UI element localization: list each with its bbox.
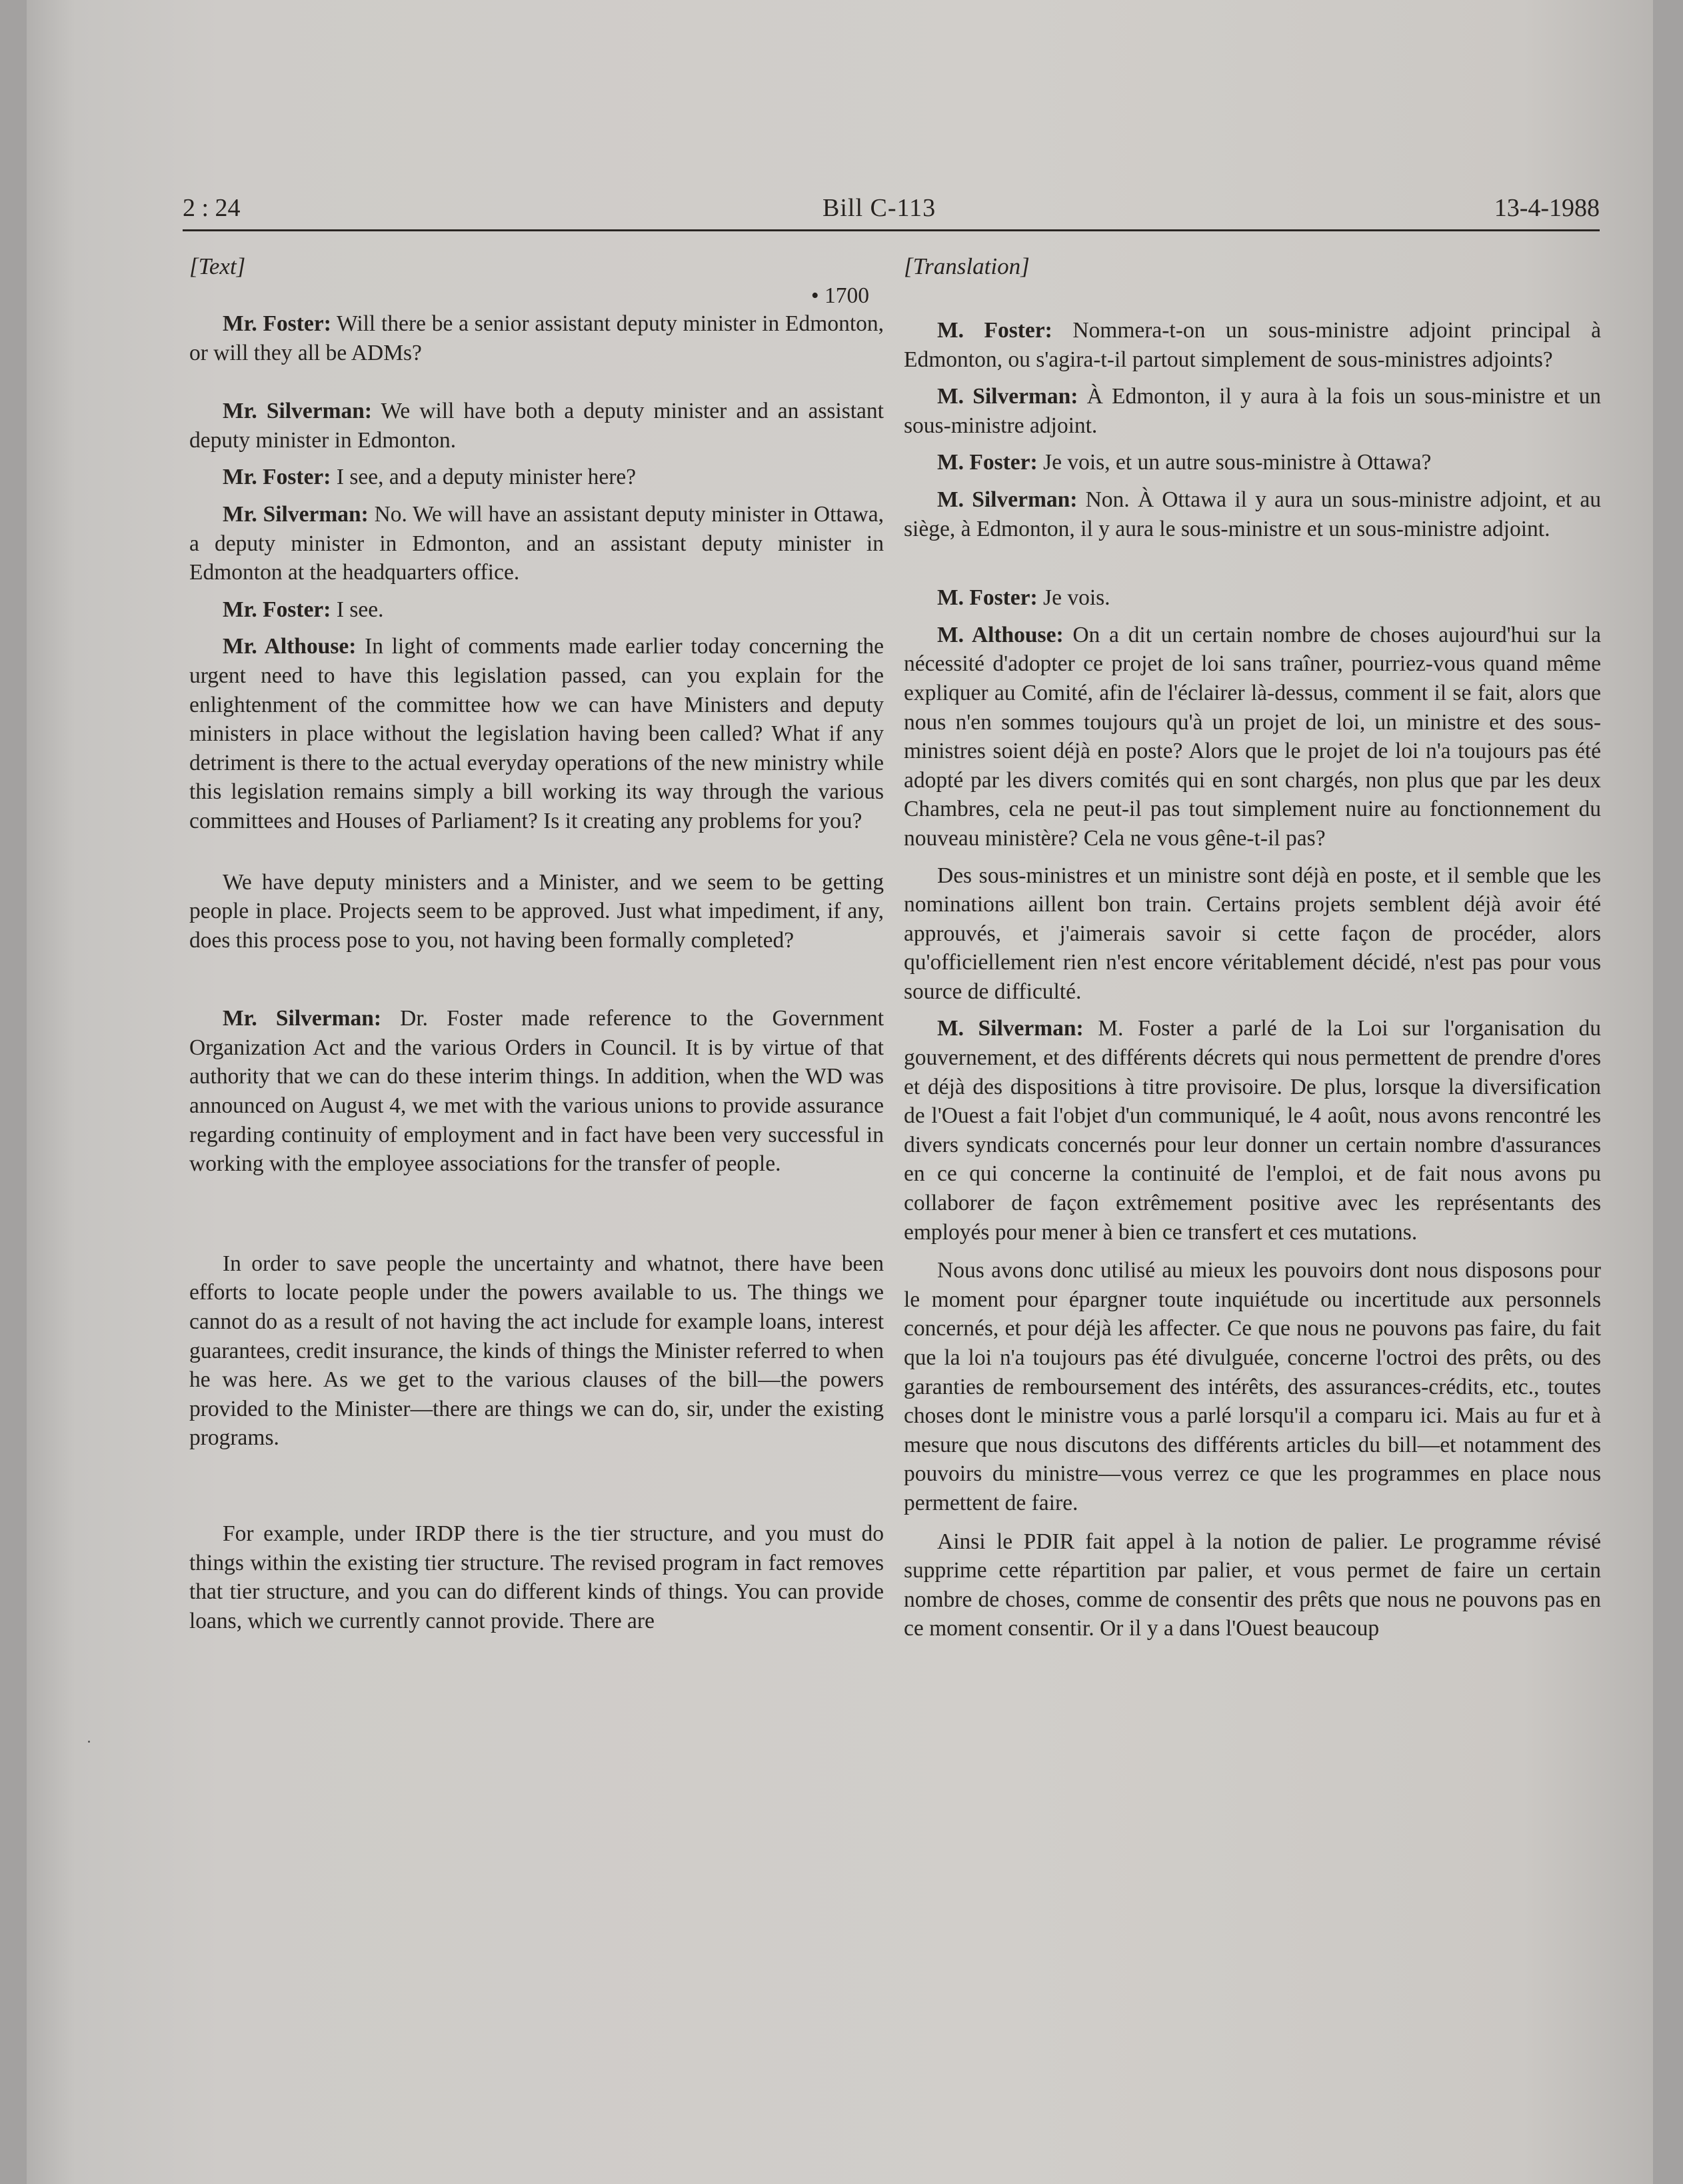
paragraph-text: Nommera-t-on un sous-ministre adjoint principal à Edmonton, ou s'agira-t-il partout simplement de sous-ministres adjoints? bbox=[904, 318, 1601, 372]
bill-title: Bill C-113 bbox=[823, 194, 936, 222]
speaker: Mr. Silverman: bbox=[223, 1006, 382, 1031]
paragraph bbox=[904, 485, 1601, 543]
paragraph-text: On a dit un certain nombre de choses aujourd'hui sur la nécessité d'adopter ce projet de loi sans traîner, pourriez-vous quand même expliquer au Comité, afin de l'éclairer là-dessus, comment il se fait, alors que nous n'en sommes toujours qu'à un projet de loi, un ministre et des sous-ministres soient déjà en poste? Alors que le projet de loi n'a toujours pas été adopté par les divers comités qui en sont chargés, non plus que par les deux Chambres, cela ne peut-il pas tout simplement nuire au fonctionnement du nouveau ministère? Cela ne vous gêne-t-il pas? bbox=[904, 622, 1601, 851]
paragraph-text: In light of comments made earlier today concerning the urgent need to have this legislation passed, can you explain for the enlightenment of the committee how we can have Ministers and deputy ministers in place without the legislation having been called? What if any detriment is there to the actual everyday operations of the new ministry while this legislation remains simply a bill working its way through the various committees and Houses of Parliament? Is it creating any problems for you? bbox=[189, 634, 884, 833]
paragraph bbox=[904, 861, 1601, 1007]
paragraph bbox=[904, 382, 1601, 440]
speaker: M. Silverman: bbox=[937, 1016, 1084, 1041]
speaker: Mr. Foster: bbox=[223, 597, 331, 622]
paragraph bbox=[189, 1519, 884, 1635]
paragraph-text: Non. À Ottawa il y aura un sous-ministre adjoint, et au siège, à Edmonton, il y aura le sous-ministre et un sous-ministre adjoint. bbox=[904, 487, 1601, 541]
speaker: M. Silverman: bbox=[937, 384, 1078, 409]
paragraph-text: Je vois. bbox=[1037, 585, 1110, 611]
paragraph-text: Dr. Foster made reference to the Government Organization Act and the various Orders in Council. It is by virtue of that authority that we can do these interim things. In addition, when the WD was announced on August 4, we met with the various unions to provide assurance regarding continuity of employment and in fact have been very successful in working with the employee associations for the transfer of people. bbox=[189, 1006, 884, 1177]
paragraph bbox=[189, 463, 884, 492]
speaker: Mr. Althouse: bbox=[223, 634, 357, 659]
paragraph bbox=[189, 595, 884, 625]
paragraph bbox=[904, 1527, 1601, 1643]
paragraph-text: In order to save people the uncertainty and whatnot, there have been efforts to locate people under the powers available to us. The things we cannot do as a result of not having the act include for example loans, interest guarantees, credit insurance, the kinds of things the Minister referred to when he was here. As we get to the various clauses of the bill—the powers provided to the Minister—there are things we can do, sir, under the existing programs. bbox=[189, 1251, 884, 1451]
paragraph bbox=[904, 448, 1601, 477]
paragraph-text: Nous avons donc utilisé au mieux les pouvoirs dont nous disposons pour le moment pour épargner toute inquiétude ou incertitude aux personnels concernés, et pour déjà les affecter. Ce que nous ne pouvons pas faire, du fait que la loi n'a toujours pas été divulguée, concerne l'octroi des prêts, ou des garanties de remboursement des intérêts, des assurances-crédits, etc., toutes choses dont le ministre vous a parlé lorsqu'il a comparu ici. Mais au fur et à mesure que nous discutons des différents articles du bill—et notamment des pouvoirs du ministre—vous verrez ce que les programmes en place nous permettent de faire. bbox=[904, 1258, 1601, 1515]
margin-speck bbox=[88, 1741, 90, 1743]
time-marker: • 1700 bbox=[811, 283, 869, 308]
translation-tag: [Translation] bbox=[904, 253, 1030, 279]
paragraph-text: Ainsi le PDIR fait appel à la notion de palier. Le programme révisé supprime cette répartition par palier, et vous permet de faire un certain nombre de choses, comme de consentir des prêts que nous ne pouvons pas en ce moment consentir. Or il y a dans l'Ouest beaucoup bbox=[904, 1529, 1601, 1641]
french-column bbox=[904, 252, 1601, 1643]
paragraph-text: We have deputy ministers and a Minister, and we seem to be getting people in place. Projects seem to be approved. Just what impediment, if any, does this process pose to you, not having been formally completed? bbox=[189, 869, 884, 953]
paragraph bbox=[904, 583, 1601, 613]
page-header bbox=[183, 188, 1600, 229]
paragraph-text: Des sous-ministres et un ministre sont déjà en poste, et il semble que les nominations aillent bon train. Certains projets semblent déjà avoir été approuvés, et j'aimerais savoir si cette façon de procéder, alors qu'officiellement rien n'est encore véritablement décidé, n'est pas pour vous source de difficulté. bbox=[904, 863, 1601, 1004]
paragraph-text: À Edmonton, il y aura à la fois un sous-ministre et un sous-ministre adjoint. bbox=[904, 384, 1602, 438]
speaker: M. Silverman: bbox=[937, 487, 1078, 512]
text-tag: [Text] bbox=[189, 253, 246, 279]
paragraph bbox=[189, 1249, 884, 1453]
header-rule bbox=[183, 229, 1600, 231]
paragraph bbox=[189, 868, 884, 955]
speaker: M. Althouse: bbox=[937, 622, 1064, 647]
speaker: M. Foster: bbox=[937, 318, 1052, 343]
paragraph-text: I see, and a deputy minister here? bbox=[331, 465, 637, 490]
paragraph bbox=[189, 397, 884, 455]
paragraph bbox=[904, 621, 1601, 853]
speaker: Mr. Silverman: bbox=[223, 501, 369, 527]
paragraph-text: We will have both a deputy minister and an assistant deputy minister in Edmonton. bbox=[189, 399, 884, 453]
paragraph bbox=[189, 632, 884, 835]
paragraph bbox=[189, 309, 884, 367]
header-date: 13-4-1988 bbox=[1494, 194, 1600, 222]
speaker: M. Foster: bbox=[937, 585, 1038, 611]
page-number: 2 : 24 bbox=[183, 194, 241, 222]
paragraph-text: Will there be a senior assistant deputy minister in Edmonton, or will they all be ADMs? bbox=[189, 311, 884, 365]
speaker: Mr. Foster: bbox=[223, 465, 331, 490]
paragraph-text: No. We will have an assistant deputy minister in Ottawa, a deputy minister in Edmonton, and an assistant deputy minister in Edmonton at the headquarters office. bbox=[189, 501, 884, 585]
paragraph-text: I see. bbox=[331, 597, 384, 622]
paragraph bbox=[904, 1256, 1601, 1517]
paragraph bbox=[189, 1004, 884, 1179]
paragraph bbox=[904, 1014, 1601, 1247]
speaker: Mr. Foster: bbox=[223, 311, 331, 336]
paragraph-text: M. Foster a parlé de la Loi sur l'organisation du gouvernement, et des différents décrets qui nous permettent de prendre d'ores et déjà des dispositions à titre provisoire. De plus, lorsque la diversification de l'Ouest a fait l'objet d'un communiqué, le 4 août, nous avons rencontré les divers syndicats concernés pour leur donner un certain nombre d'assurances en ce qui concerne la continuité de l'emploi, et de fait nous avons pu collaborer de façon extrêmement positive avec les représentants des employés pour mener à bien ce transfert et ces mutations. bbox=[904, 1016, 1601, 1245]
paragraph bbox=[904, 316, 1601, 374]
speaker: Mr. Silverman: bbox=[223, 399, 373, 424]
english-column bbox=[189, 252, 884, 1635]
speaker: M. Foster: bbox=[937, 450, 1038, 475]
paragraph-text: For example, under IRDP there is the tier structure, and you must do things within the existing tier structure. The revised program in fact removes that tier structure, and you can do different kinds of things. You can provide loans, which we currently cannot provide. There are bbox=[189, 1521, 884, 1633]
paragraph bbox=[189, 500, 884, 587]
paragraph-text: Je vois, et un autre sous-ministre à Ottawa? bbox=[1037, 450, 1432, 475]
